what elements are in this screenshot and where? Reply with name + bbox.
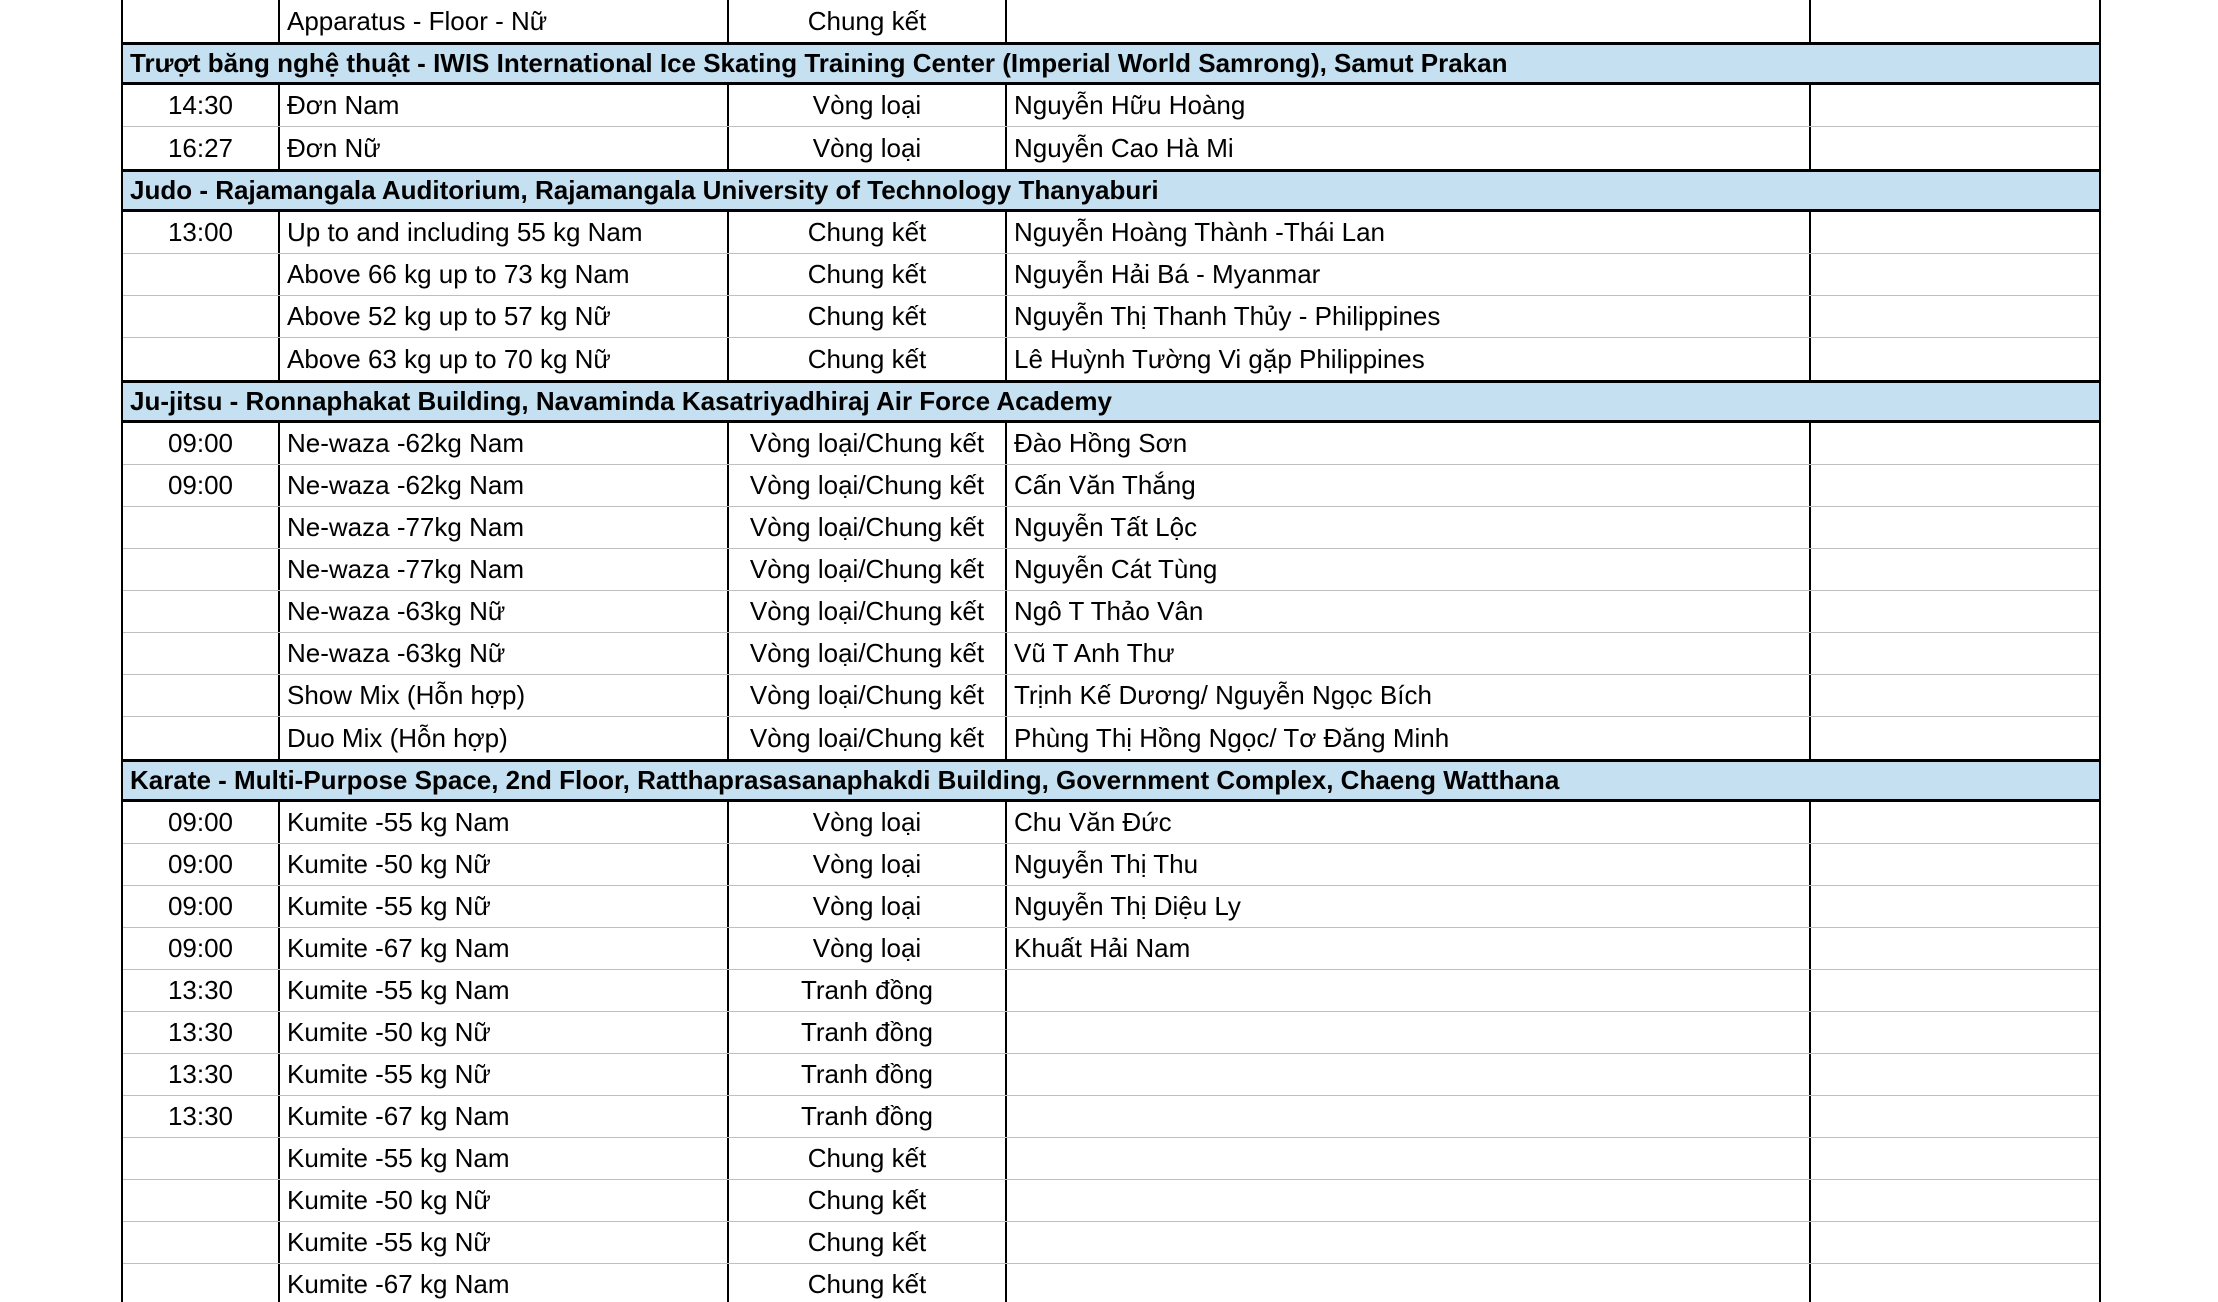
empty-cell (1811, 465, 2099, 506)
time-cell: 09:00 (123, 465, 280, 506)
round-cell: Vòng loại/Chung kết (729, 591, 1007, 632)
athlete-cell (1007, 1138, 1811, 1179)
empty-cell (1811, 717, 2099, 759)
event-cell: Above 63 kg up to 70 kg Nữ (280, 338, 729, 380)
time-cell: 09:00 (123, 928, 280, 969)
athlete-cell: Nguyễn Hoàng Thành -Thái Lan (1007, 212, 1811, 253)
event-cell: Kumite -67 kg Nam (280, 1096, 729, 1137)
time-cell: 13:30 (123, 970, 280, 1011)
round-cell: Chung kết (729, 1264, 1007, 1302)
table-row (123, 1264, 2099, 1302)
empty-cell (1811, 1264, 2099, 1302)
athlete-cell (1007, 1180, 1811, 1221)
event-cell: Đơn Nam (280, 85, 729, 126)
event-cell: Duo Mix (Hỗn hợp) (280, 717, 729, 759)
empty-cell (1811, 507, 2099, 548)
table-row (123, 549, 2099, 591)
athlete-cell: Chu Văn Đức (1007, 802, 1811, 843)
athlete-cell: Đào Hồng Sơn (1007, 423, 1811, 464)
athlete-cell: Nguyễn Cát Tùng (1007, 549, 1811, 590)
table-row (123, 928, 2099, 970)
section-header: Trượt băng nghệ thuật - IWIS International Ice Skating Training Center (Imperial World Samrong), Samut Prakan (123, 42, 2099, 85)
time-cell (123, 591, 280, 632)
time-cell (123, 254, 280, 295)
time-cell (123, 1264, 280, 1302)
empty-cell (1811, 844, 2099, 885)
athlete-cell: Trịnh Kế Dương/ Nguyễn Ngọc Bích (1007, 675, 1811, 716)
table-row (123, 423, 2099, 465)
empty-cell (1811, 423, 2099, 464)
round-cell: Vòng loại (729, 85, 1007, 126)
table-row (123, 338, 2099, 380)
event-cell: Đơn Nữ (280, 127, 729, 169)
table-row (123, 844, 2099, 886)
time-cell: 09:00 (123, 423, 280, 464)
table-row (123, 802, 2099, 844)
empty-cell (1811, 633, 2099, 674)
event-cell: Above 66 kg up to 73 kg Nam (280, 254, 729, 295)
round-cell: Chung kết (729, 212, 1007, 253)
section-header: Ju-jitsu - Ronnaphakat Building, Navaminda Kasatriyadhiraj Air Force Academy (123, 380, 2099, 423)
round-cell: Vòng loại/Chung kết (729, 465, 1007, 506)
event-cell: Apparatus - Floor - Nữ (280, 0, 729, 42)
athlete-cell (1007, 1012, 1811, 1053)
section-header: Judo - Rajamangala Auditorium, Rajamangala University of Technology Thanyaburi (123, 169, 2099, 212)
round-cell: Chung kết (729, 338, 1007, 380)
empty-cell (1811, 1138, 2099, 1179)
round-cell: Tranh đồng (729, 970, 1007, 1011)
event-cell: Kumite -55 kg Nam (280, 970, 729, 1011)
empty-cell (1811, 254, 2099, 295)
table-row (123, 1138, 2099, 1180)
event-cell: Kumite -55 kg Nữ (280, 1222, 729, 1263)
athlete-cell (1007, 0, 1811, 42)
athlete-cell: Nguyễn Hải Bá - Myanmar (1007, 254, 1811, 295)
athlete-cell: Phùng Thị Hồng Ngọc/ Tơ Đăng Minh (1007, 717, 1811, 759)
round-cell: Vòng loại/Chung kết (729, 507, 1007, 548)
table-row (123, 717, 2099, 759)
time-cell (123, 633, 280, 674)
time-cell (123, 296, 280, 337)
round-cell: Chung kết (729, 1222, 1007, 1263)
empty-cell (1811, 296, 2099, 337)
event-cell: Kumite -67 kg Nam (280, 1264, 729, 1302)
round-cell: Tranh đồng (729, 1096, 1007, 1137)
table-row (123, 0, 2099, 42)
time-cell: 13:00 (123, 212, 280, 253)
athlete-cell: Nguyễn Tất Lộc (1007, 507, 1811, 548)
table-row (123, 85, 2099, 127)
athlete-cell: Nguyễn Thị Diệu Ly (1007, 886, 1811, 927)
round-cell: Vòng loại/Chung kết (729, 717, 1007, 759)
time-cell: 13:30 (123, 1096, 280, 1137)
athlete-cell: Nguyễn Thị Thu (1007, 844, 1811, 885)
event-cell: Ne-waza -77kg Nam (280, 507, 729, 548)
time-cell (123, 1180, 280, 1221)
empty-cell (1811, 1096, 2099, 1137)
time-cell (123, 338, 280, 380)
round-cell: Vòng loại (729, 844, 1007, 885)
time-cell (123, 675, 280, 716)
event-cell: Ne-waza -62kg Nam (280, 423, 729, 464)
time-cell: 16:27 (123, 127, 280, 169)
table-row (123, 296, 2099, 338)
round-cell: Chung kết (729, 254, 1007, 295)
empty-cell (1811, 1222, 2099, 1263)
time-cell (123, 0, 280, 42)
athlete-cell: Lê Huỳnh Tường Vi gặp Philippines (1007, 338, 1811, 380)
round-cell: Vòng loại/Chung kết (729, 549, 1007, 590)
round-cell: Chung kết (729, 0, 1007, 42)
athlete-cell (1007, 1054, 1811, 1095)
event-cell: Show Mix (Hỗn hợp) (280, 675, 729, 716)
event-cell: Kumite -55 kg Nữ (280, 1054, 729, 1095)
event-cell: Ne-waza -63kg Nữ (280, 591, 729, 632)
table-row (123, 465, 2099, 507)
table-row (123, 1054, 2099, 1096)
table-row (123, 633, 2099, 675)
event-cell: Above 52 kg up to 57 kg Nữ (280, 296, 729, 337)
athlete-cell: Vũ T Anh Thư (1007, 633, 1811, 674)
empty-cell (1811, 675, 2099, 716)
empty-cell (1811, 212, 2099, 253)
event-cell: Kumite -50 kg Nữ (280, 844, 729, 885)
empty-cell (1811, 1054, 2099, 1095)
table-row (123, 1012, 2099, 1054)
empty-cell (1811, 1012, 2099, 1053)
table-row (123, 507, 2099, 549)
table-row (123, 1096, 2099, 1138)
event-cell: Up to and including 55 kg Nam (280, 212, 729, 253)
empty-cell (1811, 591, 2099, 632)
event-cell: Ne-waza -62kg Nam (280, 465, 729, 506)
empty-cell (1811, 85, 2099, 126)
athlete-cell: Khuất Hải Nam (1007, 928, 1811, 969)
empty-cell (1811, 802, 2099, 843)
table-row (123, 212, 2099, 254)
time-cell (123, 549, 280, 590)
empty-cell (1811, 928, 2099, 969)
schedule-table (121, 0, 2101, 1302)
event-cell: Kumite -55 kg Nam (280, 1138, 729, 1179)
table-row (123, 970, 2099, 1012)
event-cell: Kumite -55 kg Nam (280, 802, 729, 843)
round-cell: Chung kết (729, 1180, 1007, 1221)
round-cell: Tranh đồng (729, 1054, 1007, 1095)
athlete-cell (1007, 1096, 1811, 1137)
table-row (123, 886, 2099, 928)
table-row (123, 127, 2099, 169)
round-cell: Vòng loại (729, 886, 1007, 927)
event-cell: Kumite -67 kg Nam (280, 928, 729, 969)
table-row (123, 1180, 2099, 1222)
athlete-cell (1007, 1264, 1811, 1302)
round-cell: Vòng loại (729, 928, 1007, 969)
athlete-cell: Nguyễn Cao Hà Mi (1007, 127, 1811, 169)
event-cell: Ne-waza -77kg Nam (280, 549, 729, 590)
time-cell (123, 1222, 280, 1263)
round-cell: Vòng loại (729, 802, 1007, 843)
time-cell: 14:30 (123, 85, 280, 126)
round-cell: Chung kết (729, 296, 1007, 337)
event-cell: Ne-waza -63kg Nữ (280, 633, 729, 674)
athlete-cell (1007, 1222, 1811, 1263)
event-cell: Kumite -55 kg Nữ (280, 886, 729, 927)
athlete-cell: Cấn Văn Thắng (1007, 465, 1811, 506)
section-header: Karate - Multi-Purpose Space, 2nd Floor, Ratthaprasasanaphakdi Building, Government Complex, Chaeng Watthana (123, 759, 2099, 802)
time-cell: 09:00 (123, 844, 280, 885)
table-row (123, 1222, 2099, 1264)
time-cell: 13:30 (123, 1054, 280, 1095)
time-cell (123, 507, 280, 548)
empty-cell (1811, 970, 2099, 1011)
athlete-cell (1007, 970, 1811, 1011)
empty-cell (1811, 549, 2099, 590)
table-row (123, 675, 2099, 717)
empty-cell (1811, 1180, 2099, 1221)
athlete-cell: Ngô T Thảo Vân (1007, 591, 1811, 632)
time-cell (123, 1138, 280, 1179)
event-cell: Kumite -50 kg Nữ (280, 1180, 729, 1221)
time-cell: 09:00 (123, 802, 280, 843)
table-row (123, 254, 2099, 296)
time-cell (123, 717, 280, 759)
round-cell: Vòng loại/Chung kết (729, 423, 1007, 464)
athlete-cell: Nguyễn Thị Thanh Thủy - Philippines (1007, 296, 1811, 337)
time-cell: 13:30 (123, 1012, 280, 1053)
round-cell: Vòng loại (729, 127, 1007, 169)
round-cell: Vòng loại/Chung kết (729, 633, 1007, 674)
round-cell: Tranh đồng (729, 1012, 1007, 1053)
event-cell: Kumite -50 kg Nữ (280, 1012, 729, 1053)
round-cell: Vòng loại/Chung kết (729, 675, 1007, 716)
empty-cell (1811, 338, 2099, 380)
table-row (123, 591, 2099, 633)
empty-cell (1811, 0, 2099, 42)
empty-cell (1811, 127, 2099, 169)
empty-cell (1811, 886, 2099, 927)
round-cell: Chung kết (729, 1138, 1007, 1179)
time-cell: 09:00 (123, 886, 280, 927)
athlete-cell: Nguyễn Hữu Hoàng (1007, 85, 1811, 126)
